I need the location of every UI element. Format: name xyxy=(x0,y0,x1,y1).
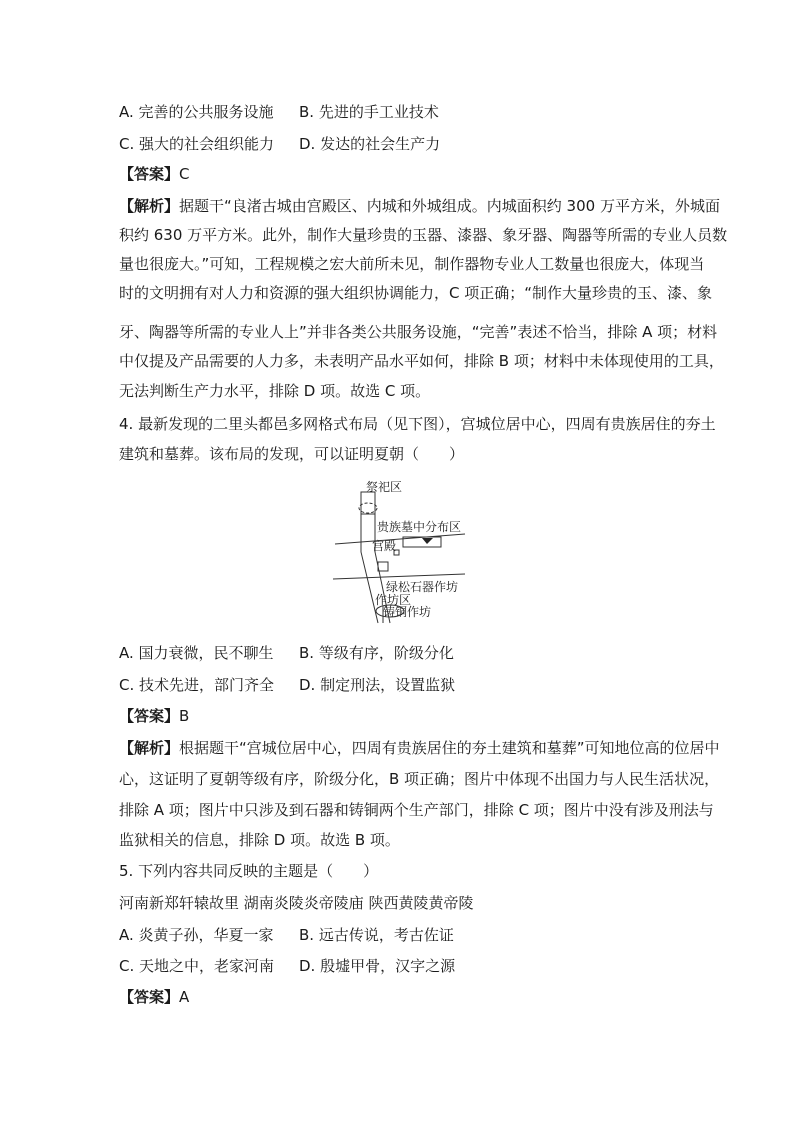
erlitou-layout-diagram xyxy=(330,478,470,623)
answer-value: C xyxy=(179,165,190,183)
q3-analysis-line: 量也很庞大。”可知，工程规模之宏大前所未见，制作器物专业人工数量也很庞大，体现当 xyxy=(119,255,705,273)
label-turquoise-workshop: 绿松石器作坊 xyxy=(386,580,459,594)
q4-analysis-line: 【解析】根据题干“宫城位居中心，四周有贵族居住的夯土建筑和墓葬”可知地位高的位居中 xyxy=(119,739,720,757)
analysis-tag: 【解析】 xyxy=(119,739,180,757)
q5-material: 河南新郑轩辕故里 湖南炎陵炎帝陵庙 陕西黄陵黄帝陵 xyxy=(119,894,474,912)
q5-option-d: D. 殷墟甲骨，汉字之源 xyxy=(299,957,456,975)
label-sacrifice-zone: 祭祀区 xyxy=(366,480,403,494)
q3-analysis-line: 无法判断生产力水平，排除 D 项。故选 C 项。 xyxy=(119,382,431,400)
q3-analysis-line: 时的文明拥有对人力和资源的强大组织协调能力，C 项正确；“制作大量珍贵的玉、漆、象 xyxy=(119,284,713,302)
q4-stem-line: 4. 最新发现的二里头都邑多网格式布局（见下图），宫城位居中心，四周有贵族居住的夯土 xyxy=(119,415,716,433)
q4-options-row-1 xyxy=(119,643,454,663)
q3-option-d: D. 发达的社会生产力 xyxy=(299,135,441,153)
q4-option-d: D. 制定刑法，设置监狱 xyxy=(299,676,456,694)
q3-option-a: A. 完善的公共服务设施 xyxy=(119,103,274,121)
analysis-tag: 【解析】 xyxy=(119,197,180,215)
q5-options-row-1 xyxy=(119,925,454,945)
label-bronze-workshop: 铸铜作坊 xyxy=(383,605,432,619)
answer-tag: 【答案】 xyxy=(119,988,180,1006)
q3-option-c: C. 强大的社会组织能力 xyxy=(119,135,275,153)
q4-stem-line: 建筑和墓葬。该布局的发现，可以证明夏朝（ ） xyxy=(119,445,465,463)
q5-options-row-2 xyxy=(119,956,455,976)
q3-options-row-1 xyxy=(119,102,439,122)
q4-analysis-line: 监狱相关的信息，排除 D 项。故选 B 项。 xyxy=(119,831,400,849)
q3-analysis-line: 牙、陶器等所需的专业人上”并非各类公共服务设施，“完善”表述不恰当，排除 A 项；材料 xyxy=(119,323,718,341)
q4-analysis-line: 心，这证明了夏朝等级有序，阶级分化，B 项正确；图片中体现不出国力与人民生活状况， xyxy=(119,770,720,788)
label-palace: 宫殿 xyxy=(372,539,397,553)
answer-value: B xyxy=(179,707,190,725)
q3-analysis-line: 中仅提及产品需要的人力多，未表明产品水平如何，排除 B 项；材料中未体现使用的工具， xyxy=(119,352,724,370)
q4-analysis-line: 排除 A 项；图片中只涉及到石器和铸铜两个生产部门，排除 C 项；图片中没有涉及刑法与 xyxy=(119,801,714,819)
q4-option-b: B. 等级有序，阶级分化 xyxy=(299,644,454,662)
q4-option-a: A. 国力衰微，民不聊生 xyxy=(119,644,274,662)
answer-value: A xyxy=(179,988,190,1006)
q5-option-a: A. 炎黄子孙，华夏一家 xyxy=(119,926,274,944)
label-workshop-zone: 作坊区 xyxy=(375,593,412,607)
q5-stem: 5. 下列内容共同反映的主题是（ ） xyxy=(119,862,379,880)
q5-answer xyxy=(119,987,189,1007)
label-noble-tomb-zone: 贵族墓中分布区 xyxy=(377,520,462,534)
answer-tag: 【答案】 xyxy=(119,707,180,725)
q5-option-b: B. 远古传说，考古佐证 xyxy=(299,926,454,944)
q5-option-c: C. 天地之中，老家河南 xyxy=(119,957,275,975)
q3-analysis-line: 积约 630 万平方米。此外，制作大量珍贵的玉器、漆器、象牙器、陶器等所需的专业人员数 xyxy=(119,226,728,244)
q4-option-c: C. 技术先进，部门齐全 xyxy=(119,676,275,694)
q4-options-row-2 xyxy=(119,675,455,695)
q3-analysis-line: 【解析】据题干“良渚古城由宫殿区、内城和外城组成。内城面积约 300 万平方米，外城面 xyxy=(119,197,720,215)
q3-answer xyxy=(119,164,190,184)
answer-tag: 【答案】 xyxy=(119,165,180,183)
q4-answer xyxy=(119,706,189,726)
q3-option-b: B. 先进的手工业技术 xyxy=(299,103,439,121)
q3-options-row-2 xyxy=(119,134,440,154)
